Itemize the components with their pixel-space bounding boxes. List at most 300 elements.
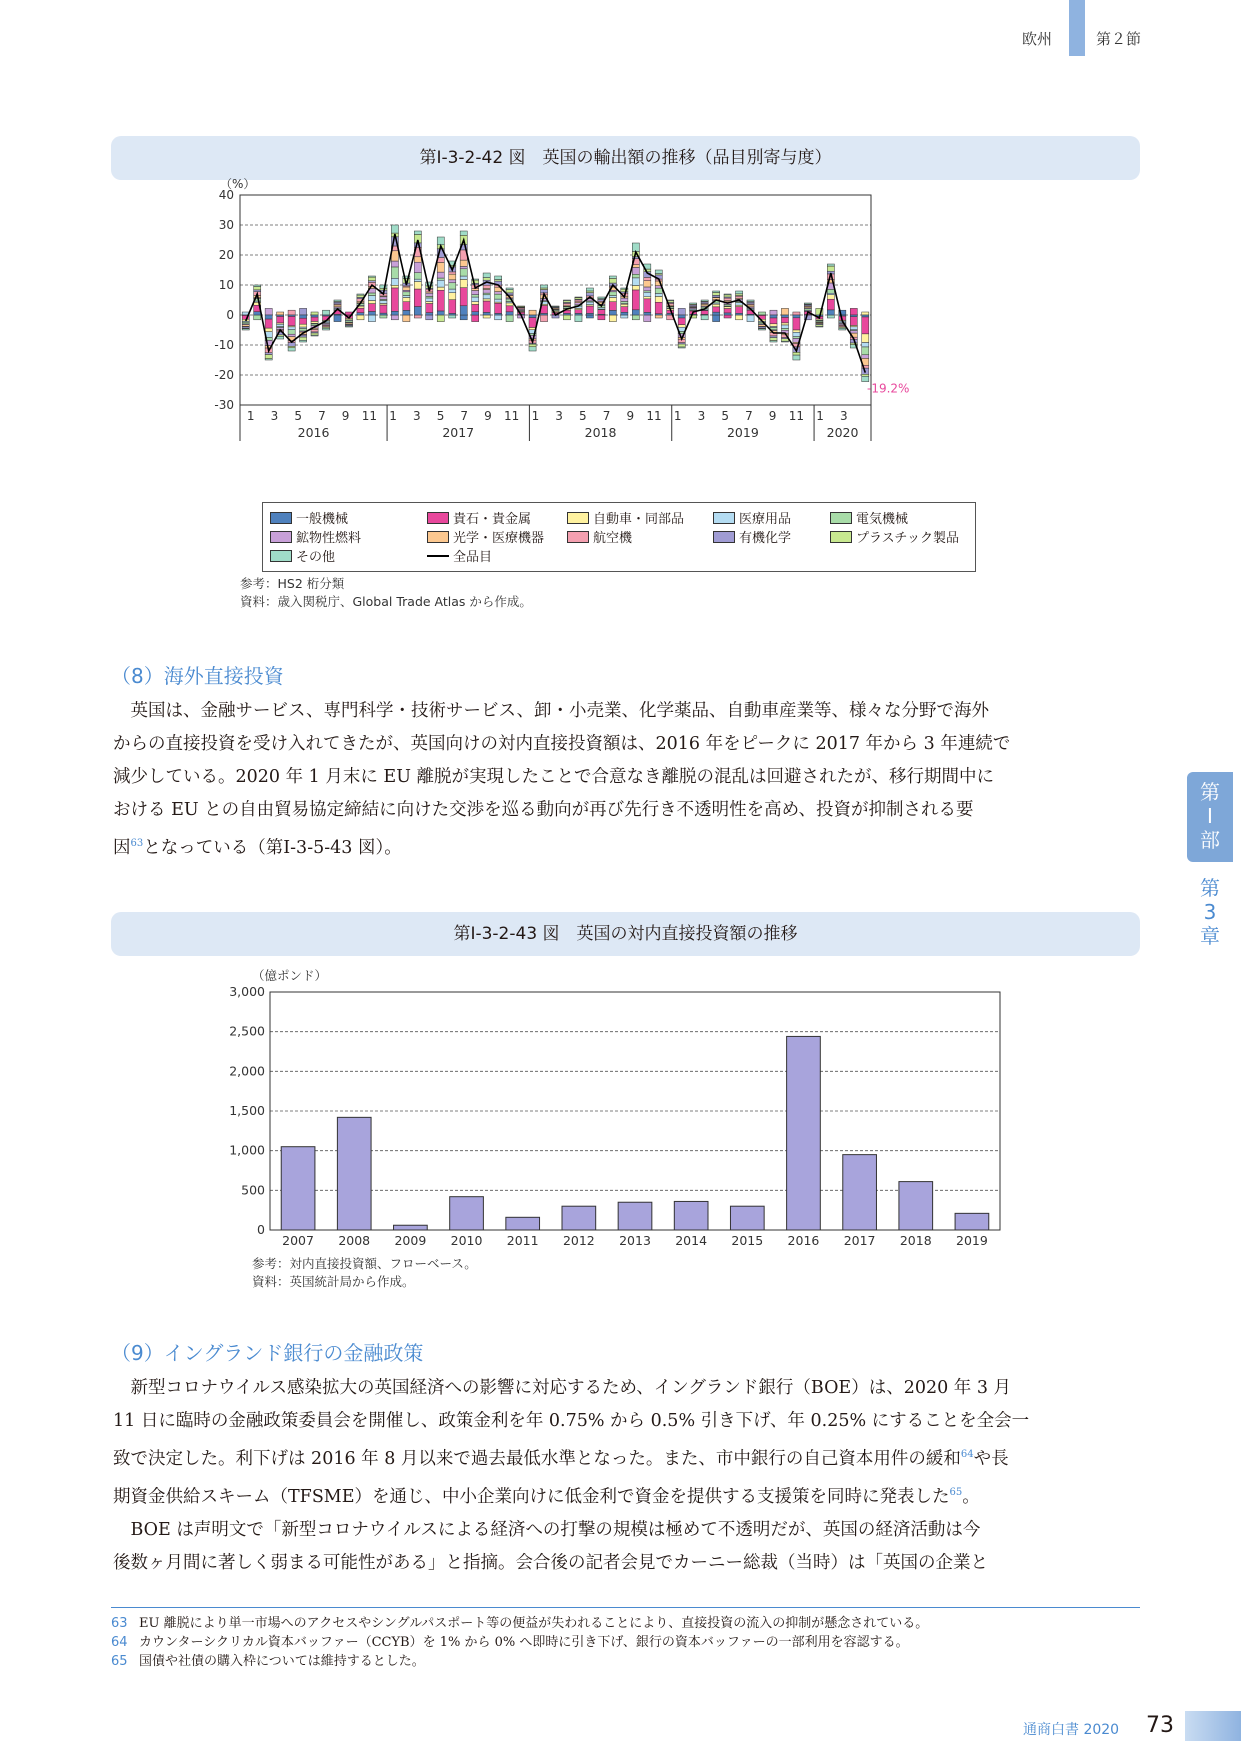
bar-segment [380,297,387,300]
x-tick-label: 9 [341,409,350,423]
bar-segment [426,304,433,313]
bar-segment [437,280,444,287]
bar-segment [288,310,295,315]
x-tick-label: 1 [246,409,255,423]
bar-segment [713,292,720,295]
x-tick-label: 11 [361,409,377,423]
bar-segment [609,315,616,322]
bar-segment [495,294,502,299]
bar-segment [678,318,685,325]
bar-segment [632,310,639,315]
bar-segment [472,290,479,294]
bar-segment [368,276,375,277]
bar-segment [724,315,731,318]
footnote-number: 65 [111,1654,128,1669]
bar-segment [437,263,444,273]
bar-segment [460,306,467,315]
bar-segment [449,283,456,289]
bar-segment [254,285,261,287]
bar-segment [403,302,410,311]
legend-label: 光学・医療機器 [453,531,545,546]
y-tick-label: -30 [214,398,234,412]
bar-segment [644,312,651,315]
bar-segment [391,251,398,261]
x-tick-label: 9 [626,409,635,423]
bar-segment [403,315,410,322]
x-tick-label: 7 [318,409,326,423]
bar-segment [483,299,490,301]
footnote-number: 63 [111,1616,128,1631]
bar [730,1206,764,1230]
bar-segment [678,308,685,315]
bar-segment [793,312,800,315]
year-label: 2020 [826,425,859,440]
bar-segment [495,303,502,313]
bar-segment [403,298,410,302]
bar-segment [632,274,639,278]
bar-segment [563,315,570,320]
bar-segment [862,315,869,317]
bar-segment [288,330,295,335]
bar-segment [724,309,731,313]
bar-segment [632,243,639,251]
x-tick-label: 2009 [394,1233,427,1248]
bar-segment [586,293,593,296]
legend-label: 有機化学 [739,531,792,546]
bar-segment [793,352,800,355]
sidetab-char: Ⅰ [1207,804,1213,828]
x-tick-label: 1 [531,409,540,423]
bar-segment [827,310,834,315]
bar-segment [529,310,536,315]
x-tick-label: 2010 [450,1233,483,1248]
bar-segment [254,312,261,315]
x-tick-label: 7 [460,409,469,423]
bar-segment [793,337,800,339]
sidetab-char: 第 [1200,876,1220,900]
x-tick-label: 3 [839,409,848,423]
bar-segment [460,231,467,235]
bar [562,1206,596,1230]
bar-segment [437,311,444,315]
bar-segment [862,343,869,347]
legend-label: 医療用品 [739,512,792,527]
bar-segment [391,285,398,288]
bar [674,1201,708,1230]
bar-segment [747,315,754,322]
bar-segment [449,272,456,274]
bar-segment [839,328,846,330]
bar-segment [586,302,593,305]
bar-segment [368,301,375,304]
bar-segment [713,304,720,307]
bar-segment [736,313,743,315]
bar-segment [781,315,788,317]
bar-segment [483,285,490,288]
bar-segment [850,315,857,317]
bar-segment [781,323,788,325]
bar-segment [242,329,249,330]
bar-segment [414,307,421,315]
bar-segment [426,293,433,296]
bar-segment [506,303,513,306]
bar-segment [437,315,444,322]
bar-segment [414,262,421,272]
y-tick-label: 0 [257,1222,265,1237]
bar-segment [701,310,708,314]
legend-item [427,546,492,565]
bar-segment [483,290,490,294]
x-tick-label: 5 [436,409,445,423]
bar-segment [460,266,467,268]
bar-segment [334,315,341,322]
bar-segment [793,318,800,330]
bar-segment [770,338,777,341]
bar-segment [850,317,857,326]
bar-segment [449,300,456,314]
bar-segment [437,237,444,245]
legend-swatch [270,550,292,562]
y-tick-label: 40 [218,188,234,202]
legend-label: 全品目 [453,550,493,565]
bar-segment [357,315,364,320]
bar-segment [288,343,295,347]
bar-segment [724,313,731,315]
text: 期資金供給スキーム（TFSME）を通じ、中小企業向けに低金利で資金を提供する支援策を同時に発表した [113,1486,950,1507]
bar-segment [265,308,272,315]
x-tick-label: 3 [697,409,706,423]
sidetab-char: 3 [1203,900,1217,924]
x-tick-label: 2018 [899,1233,932,1248]
legend-swatch [713,512,735,524]
legend-swatch [427,531,449,543]
bar-segment [506,312,513,315]
bar-segment [437,272,444,278]
bar-segment [472,312,479,315]
bar-segment [449,289,456,293]
bar-segment [701,300,708,301]
text: 致で決定した。利下げは 2016 年 8 月以来で過去最低水準となった。また、市中銀行の自己資本用件の緩和 [113,1448,961,1469]
bar-segment [713,295,720,297]
bar-segment [391,311,398,315]
bar-segment [506,306,513,312]
bar-segment [460,288,467,306]
x-tick-label: 5 [721,409,730,423]
bar [281,1147,315,1230]
bar-segment [334,302,341,304]
bar-segment [414,279,421,281]
figure43-note: 参考：対内直接投資額、フローベース。 [252,1256,477,1271]
bar-segment [403,310,410,315]
bar-segment [609,310,616,315]
bar-segment [380,315,387,318]
bar-segment [793,355,800,360]
bar [955,1213,989,1230]
bar-segment [472,304,479,311]
bar-segment [678,315,685,318]
bar-segment [586,313,593,315]
bar-segment [529,318,536,328]
legend-item [830,527,959,546]
bar-segment [357,313,364,315]
bar-segment [713,291,720,292]
bar-segment [747,300,754,301]
legend-swatch [567,531,589,543]
footnote-text: 国債や社債の購入枠については維持するとした。 [139,1654,425,1669]
bar-segment [288,316,295,325]
bar-segment [736,303,743,306]
bar-segment [724,298,731,300]
x-tick-label: 3 [270,409,279,423]
y-tick-label: 2,000 [229,1063,265,1079]
bar-segment [827,299,834,310]
bar-segment [242,322,249,324]
legend-swatch [830,512,852,524]
bar-segment [575,300,582,302]
bar-segment [265,315,272,319]
bar-segment [277,336,284,339]
bar-segment [827,315,834,318]
bar-segment [781,341,788,342]
bar-segment [254,287,261,290]
bar-segment [586,306,593,313]
bar-segment [609,292,616,296]
section9-line [113,1476,1140,1514]
footer-page-number: 73 [1146,1713,1174,1738]
y-tick-label: 3,000 [229,984,265,999]
bar [394,1225,428,1230]
bar-segment [609,296,616,298]
year-label: 2017 [442,425,475,440]
legend-line-swatch [427,555,449,557]
bar-segment [850,308,857,315]
bar-segment [380,305,387,313]
bar-segment [598,315,605,320]
bar-segment [368,293,375,296]
section8-line: おける EU との自由貿易協定締結に向けた交渉を巡る動向が再び先行き不透明性を高め、投資が抑制される要 [113,800,974,820]
bar-segment [736,307,743,314]
bar [506,1217,540,1230]
bar-segment [598,297,605,299]
bar-segment [540,315,547,322]
bar-segment [265,359,272,360]
section8-line: からの直接投資を受け入れてきたが、英国向けの対内直接投資額は、2016 年をピークに 2017 年から 3 年連続で [113,734,1011,754]
bar-segment [472,295,479,297]
section9-line: 新型コロナウイルス感染拡大の英国経済への影響に対応するため、イングランド銀行（BOE）は、2020 年 3 月 [113,1378,1012,1398]
footnote-64 [111,1633,1140,1652]
legend-label: 航空機 [593,531,633,546]
bar-segment [322,328,329,330]
sidetab-char: 第 [1200,780,1220,804]
footnote-ref-63[interactable]: 63 [130,838,144,849]
bar-segment [311,321,318,323]
bar-segment [713,315,720,322]
bar-segment [472,297,479,302]
bar-segment [368,315,375,322]
y-axis-unit: （%） [220,177,256,191]
bar-segment [529,315,536,318]
footnote-text: カウンターシクリカル資本バッファー（CCYB）を 1% から 0% へ即時に引き下げ、銀行の資本バッファーの一部利用を容認する。 [139,1635,909,1650]
bar-segment [403,296,410,298]
bar-segment [506,315,513,322]
bar-segment [632,315,639,320]
bar-segment [460,315,467,320]
footnote-ref-64[interactable]: 64 [960,1449,974,1460]
bar-segment [483,278,490,281]
figure43-title: 第Ⅰ-3-2-43 図 英国の対内直接投資額の推移 [111,912,1140,956]
bar-segment [586,315,593,318]
bar [843,1155,877,1230]
bar-segment [678,325,685,328]
bar-segment [391,278,398,285]
y-tick-label: 500 [241,1182,265,1198]
bar-segment [334,305,341,307]
bar-segment [770,318,777,324]
bar-segment [862,334,869,343]
bar-segment [781,328,788,330]
bar-segment [827,264,834,266]
bar-segment [414,273,421,279]
bar-segment [632,267,639,274]
footer-book: 通商白書 2020 [1023,1722,1120,1738]
bar-segment [621,298,628,301]
legend-item [427,527,544,546]
bar-segment [460,279,467,287]
bar-segment [724,294,731,295]
bar-segment [277,317,284,324]
bar-segment [529,344,536,347]
legend-item [567,508,684,527]
bar-segment [563,303,570,305]
section9-heading: （9）イングランド銀行の金融政策 [111,1341,424,1365]
bar-segment [862,317,869,334]
bar-segment [426,315,433,320]
bar-segment [804,303,811,304]
bar-segment [770,310,777,315]
bar-segment [472,302,479,305]
bar-segment [816,326,823,327]
legend-item [830,508,908,527]
bar-segment [300,337,307,340]
x-tick-label: 7 [602,409,611,423]
legend-item [567,527,632,546]
footnote-65 [111,1652,1140,1671]
bar-segment [644,315,651,322]
figure43-chart [230,962,1020,1252]
bar-segment [736,291,743,294]
bar-segment [265,319,272,328]
bar-segment [827,295,834,300]
legend-item [270,546,335,565]
bar-segment [368,304,375,312]
bar-segment [770,336,777,338]
bar-segment [862,312,869,315]
bar-segment [288,348,295,351]
bar-segment [609,302,616,311]
bar-segment [368,311,375,315]
x-tick-label: 1 [816,409,824,423]
legend-item [270,527,361,546]
bar-segment [529,347,536,351]
bar-segment [437,290,444,311]
bar-segment [678,344,685,347]
legend-label: 貴石・貴金属 [453,512,532,527]
y-tick-label: 30 [218,218,234,232]
y-tick-label: 10 [218,278,234,292]
x-tick-label: 1 [673,409,682,423]
x-tick-label: 2016 [787,1233,820,1248]
year-label: 2018 [584,425,617,440]
bar-segment [311,335,318,336]
bar-segment [426,313,433,315]
section8-body [113,695,1140,865]
figure42-source: 資料：歳入関税庁、Global Trade Atlas から作成。 [240,594,532,609]
footnote-ref-65[interactable]: 65 [949,1486,963,1498]
bar-segment [345,326,352,327]
bar-segment [644,281,651,287]
bar-segment [334,300,341,301]
y-tick-label: 20 [218,248,234,262]
bar-segment [586,288,593,291]
legend-item [713,527,791,546]
bar-segment [632,286,639,290]
bar-segment [781,339,788,341]
sidetab-chapter-label[interactable] [1187,876,1233,948]
y-tick-label: -10 [214,338,234,352]
legend-label: プラスチック製品 [856,531,959,546]
bar-segment [644,292,651,296]
x-tick-label: 2015 [731,1233,764,1248]
bar-segment [621,301,628,303]
x-tick-label: 2014 [675,1233,708,1248]
y-tick-label: 2,500 [229,1023,265,1039]
sidetab-char: 章 [1200,924,1220,948]
bar-segment [265,353,272,355]
bar-segment [460,276,467,279]
bar-segment [483,295,490,299]
bar-segment [426,301,433,303]
bar-segment [357,308,364,313]
section8-line-last [113,827,1140,865]
bar-segment [391,315,398,320]
figure42-note: 参考：HS2 桁分類 [240,576,345,591]
bar-segment [644,277,651,280]
bar-segment [403,292,410,296]
bar-segment [862,347,869,355]
bar-segment [793,315,800,318]
bar-segment [655,270,662,274]
legend-swatch [270,512,292,524]
bar-segment [644,287,651,291]
bar-segment [563,300,570,301]
bar-segment [655,302,662,313]
legend-swatch [427,512,449,524]
bar-segment [265,355,272,359]
bar-segment [254,290,261,292]
x-tick-label: 2007 [282,1233,314,1248]
footnote-rule [111,1607,1140,1608]
bar-segment [368,296,375,301]
section9-line [113,1438,1140,1476]
bar-segment [437,287,444,290]
bar-segment [621,307,628,313]
bar [787,1036,821,1230]
section8-heading: （8）海外直接投資 [111,664,284,688]
y-tick-label: -20 [214,368,234,382]
bar-segment [426,298,433,302]
bar-segment [713,307,720,312]
legend-label: 一般機械 [296,512,349,527]
